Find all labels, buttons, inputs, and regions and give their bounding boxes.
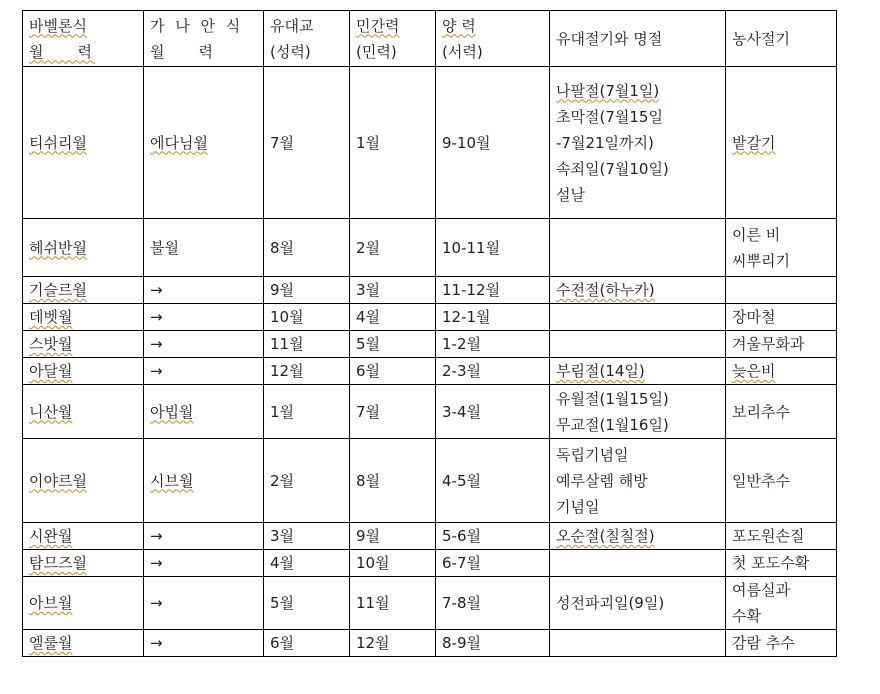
festival-cell [550,67,726,219]
canaan-month-text: 불월 [150,238,179,257]
jewish-month [264,219,350,277]
solar-month [436,577,550,630]
jewish-month-text: 10월 [270,308,304,326]
babylon-month [23,523,144,550]
canaan-month-text: → [150,281,163,299]
calendar-table [22,10,837,657]
festival-cell [550,523,726,550]
canaan-month-text: → [150,634,163,652]
civil-month-text: 11월 [356,594,390,612]
farming-cell [726,439,837,523]
babylon-month-text: 탐므즈월 [29,554,87,572]
civil-month-text: 4월 [356,308,381,326]
babylon-month-text: 기슬르월 [29,281,87,299]
header-farming-label: 농사절기 [732,29,790,48]
farming-cell-line: 장마철 [732,308,776,326]
farming-cell [726,358,837,385]
festival-cell [550,385,726,439]
babylon-month-text: 티쉬리월 [29,133,87,152]
civil-month [350,550,436,577]
solar-month-text: 12-1월 [442,308,491,326]
festival-cell-line: 수전절(하누카) [556,281,655,299]
babylon-month [23,67,144,219]
farming-cell [726,630,837,657]
header-babylon-line1: 바벨론식 [29,16,87,35]
farming-cell-line: 수확 [732,607,761,625]
farming-cell-line: 보리추수 [732,402,790,421]
festival-cell [550,577,726,630]
header-civil-line1: 민간력 [356,16,400,35]
festival-cell-line: 오순절(칠칠절) [556,527,655,545]
header-canaan-line2: 월 력 [150,42,217,61]
civil-month-text: 9월 [356,527,381,545]
header-solar-line1: 양 력 [442,16,476,35]
canaan-month [144,550,264,577]
header-canaan [144,11,264,67]
festival-cell-line: 초막절(7월15일 [556,107,663,126]
babylon-month [23,277,144,304]
canaan-month-text: 시브월 [150,471,194,490]
farming-cell [726,304,837,331]
festival-cell-line: 부림절(14일) [556,362,645,380]
jewish-month-text: 1월 [270,402,295,421]
jewish-month [264,523,350,550]
solar-month [436,523,550,550]
header-civil [350,11,436,67]
babylon-month [23,219,144,277]
jewish-month-text: 4월 [270,554,295,572]
canaan-month-text: → [150,554,163,572]
farming-cell-line: 감람 추수 [732,634,795,652]
canaan-month [144,439,264,523]
header-farming [726,11,837,67]
solar-month-text: 5-6월 [442,527,481,545]
festival-cell-line: 기념일 [556,497,600,516]
solar-month-text: 4-5월 [442,471,481,490]
jewish-month-text: 7월 [270,133,295,152]
canaan-month-text: → [150,527,163,545]
jewish-month-text: 5월 [270,594,295,612]
solar-month [436,331,550,358]
header-solar [436,11,550,67]
civil-month-text: 6월 [356,362,381,380]
jewish-month [264,331,350,358]
solar-month-text: 10-11월 [442,238,501,257]
babylon-month-text: 니산월 [29,402,73,421]
civil-month [350,630,436,657]
canaan-month-text: → [150,362,163,380]
festival-cell [550,304,726,331]
farming-cell [726,219,837,277]
header-jewish-line2: (성력) [270,42,311,61]
jewish-month [264,550,350,577]
babylon-month-text: 데벳월 [29,308,73,326]
festival-cell [550,550,726,577]
canaan-month-text: 에다님월 [150,133,208,152]
jewish-month-text: 11월 [270,335,304,353]
table-row [23,304,837,331]
table-row [23,439,837,523]
farming-cell-line: 씨뿌리기 [732,251,790,270]
jewish-month-text: 2월 [270,471,295,490]
jewish-month-text: 3월 [270,527,295,545]
festival-cell-line: 유월절(1월15일) [556,389,669,408]
babylon-month [23,331,144,358]
solar-month-text: 6-7월 [442,554,481,572]
civil-month [350,219,436,277]
canaan-month [144,304,264,331]
canaan-month-text: → [150,335,163,353]
table-row [23,277,837,304]
table-row [23,331,837,358]
solar-month [436,304,550,331]
farming-cell [726,550,837,577]
solar-month-text: 8-9월 [442,634,481,652]
festival-cell-line: -7월21일까지) [556,133,654,152]
farming-cell [726,577,837,630]
civil-month [350,331,436,358]
header-solar-line2: (서력) [442,42,483,61]
festival-cell-line: 성전파괴일(9일) [556,594,665,612]
civil-month-text: 2월 [356,238,381,257]
civil-month [350,385,436,439]
babylon-month-text: 아달월 [29,362,73,380]
jewish-month [264,358,350,385]
babylon-month-text: 스밧월 [29,335,73,353]
festival-cell-line: 나팔절(7월1일) [556,81,660,100]
farming-cell-line: 포도원손질 [732,527,805,545]
farming-cell-line: 밭갈기 [732,133,776,152]
jewish-month-text: 8월 [270,238,295,257]
canaan-month-text: → [150,308,163,326]
canaan-month [144,67,264,219]
festival-cell [550,331,726,358]
canaan-month [144,331,264,358]
farming-cell [726,523,837,550]
header-jewish-line1: 유대교 [270,16,314,35]
canaan-month [144,358,264,385]
farming-cell-line: 이른 비 [732,225,781,244]
jewish-month [264,439,350,523]
farming-cell [726,385,837,439]
civil-month-text: 7월 [356,402,381,421]
festival-cell-line: 예루살렘 해방 [556,471,648,490]
civil-month [350,523,436,550]
farming-cell-line: 겨울무화과 [732,335,805,353]
civil-month-text: 1월 [356,133,381,152]
farming-cell [726,331,837,358]
babylon-month-text: 엘룰월 [29,634,73,652]
civil-month [350,304,436,331]
solar-month [436,385,550,439]
jewish-month-text: 12월 [270,362,304,380]
canaan-month [144,277,264,304]
jewish-month [264,277,350,304]
table-row [23,67,837,219]
festival-cell [550,439,726,523]
farming-cell-line: 늦은비 [732,362,776,380]
babylon-month [23,358,144,385]
jewish-month-text: 9월 [270,281,295,299]
header-babylon-line2: 월 력 [29,42,96,61]
header-canaan-line1: 가 나 안 식 [150,16,244,35]
babylon-month-text: 시완월 [29,527,73,545]
solar-month [436,358,550,385]
jewish-month [264,385,350,439]
solar-month-text: 1-2월 [442,335,481,353]
festival-cell-line: 속죄일(7월10일) [556,159,669,178]
table-row [23,577,837,630]
babylon-month-text: 헤쉬반월 [29,238,87,257]
solar-month-text: 3-4월 [442,402,481,421]
babylon-month [23,577,144,630]
civil-month-text: 5월 [356,335,381,353]
civil-month [350,67,436,219]
babylon-month [23,630,144,657]
header-festival [550,11,726,67]
header-row [23,11,837,67]
solar-month-text: 7-8월 [442,594,481,612]
festival-cell-line: 설날 [556,185,585,204]
babylon-month [23,304,144,331]
solar-month [436,219,550,277]
festival-cell-line: 무교절(1월16일) [556,415,669,434]
civil-month [350,277,436,304]
civil-month-text: 12월 [356,634,390,652]
canaan-month [144,630,264,657]
jewish-month [264,304,350,331]
canaan-month [144,219,264,277]
festival-cell [550,277,726,304]
solar-month-text: 2-3월 [442,362,481,380]
jewish-month [264,67,350,219]
festival-cell [550,219,726,277]
farming-cell-line: 여름실과 [732,581,790,599]
civil-month-text: 8월 [356,471,381,490]
table-row [23,630,837,657]
civil-month [350,577,436,630]
babylon-month-text: 이야르월 [29,471,87,490]
canaan-month [144,385,264,439]
canaan-month [144,523,264,550]
civil-month [350,439,436,523]
table-row [23,523,837,550]
farming-cell-line: 일반추수 [732,471,790,490]
canaan-month-text: 아빕월 [150,402,194,421]
civil-month-text: 3월 [356,281,381,299]
farming-cell [726,67,837,219]
jewish-month-text: 6월 [270,634,295,652]
solar-month [436,630,550,657]
jewish-month [264,630,350,657]
jewish-month [264,577,350,630]
festival-cell [550,630,726,657]
header-babylon [23,11,144,67]
babylon-month [23,550,144,577]
civil-month-text: 10월 [356,554,390,572]
festival-cell-line: 독립기념일 [556,445,629,464]
header-civil-line2: (민력) [356,42,397,61]
table-row [23,550,837,577]
festival-cell [550,358,726,385]
civil-month [350,358,436,385]
solar-month [436,550,550,577]
header-jewish [264,11,350,67]
babylon-month [23,439,144,523]
babylon-month [23,385,144,439]
canaan-month [144,577,264,630]
solar-month [436,439,550,523]
table-row [23,385,837,439]
solar-month [436,277,550,304]
solar-month-text: 11-12월 [442,281,501,299]
solar-month-text: 9-10월 [442,133,491,152]
babylon-month-text: 아브월 [29,594,73,612]
farming-cell-line: 첫 포도수확 [732,554,810,572]
header-festival-label: 유대절기와 명절 [556,29,663,48]
table-row [23,358,837,385]
table-row [23,219,837,277]
farming-cell [726,277,837,304]
canaan-month-text: → [150,594,163,612]
solar-month [436,67,550,219]
